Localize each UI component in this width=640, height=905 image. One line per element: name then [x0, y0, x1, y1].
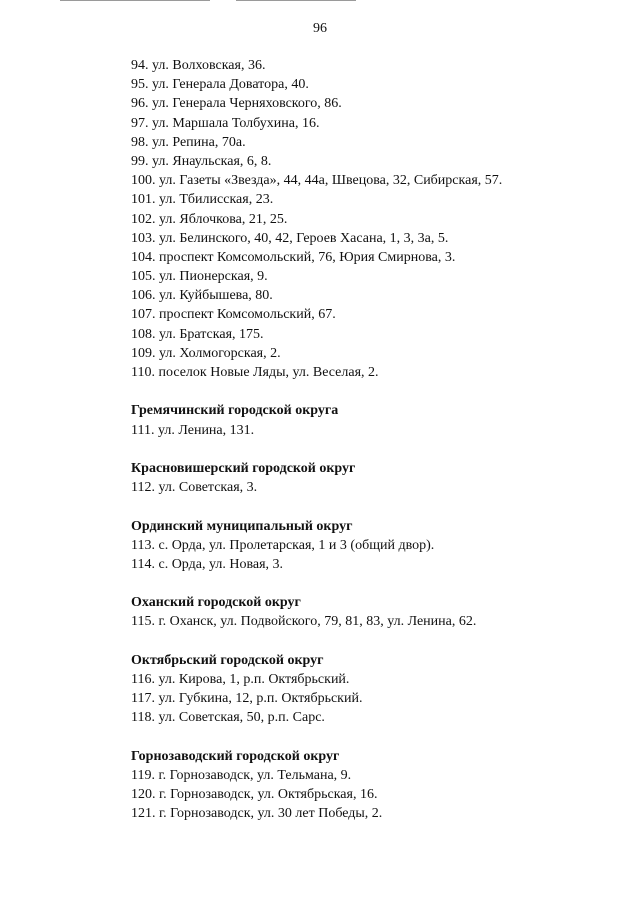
section-heading: Красновишерский городской округ: [131, 460, 356, 476]
list-item: 107. проспект Комсомольский, 67.: [131, 307, 336, 323]
section-heading: Гремячинский городской округа: [131, 403, 339, 419]
list-item: 99. ул. Янаульская, 6, 8.: [131, 153, 272, 169]
list-item: 104. проспект Комсомольский, 76, Юрия Смирнова, 3.: [131, 249, 456, 265]
list-item: 114. с. Орда, ул. Новая, 3.: [131, 556, 284, 572]
list-item: 121. г. Горнозаводск, ул. 30 лет Победы, 2.: [131, 806, 383, 822]
section-spacer: [131, 440, 601, 459]
list-item: 118. ул. Советская, 50, р.п. Сарс.: [131, 710, 325, 726]
section-heading: Оханский городской округ: [131, 595, 301, 611]
list-item: 112. ул. Советская, 3.: [131, 480, 258, 496]
list-item: 106. ул. Куйбышева, 80.: [131, 288, 273, 304]
scan-edge-line: [236, 0, 356, 1]
list-item: 120. г. Горнозаводск, ул. Октябрьская, 16.: [131, 787, 378, 803]
list-item: 110. поселок Новые Ляды, ул. Веселая, 2.: [131, 365, 379, 380]
list-item: 119. г. Горнозаводск, ул. Тельмана, 9.: [131, 767, 352, 783]
list-item: 117. ул. Губкина, 12, р.п. Октябрьский.: [131, 691, 363, 707]
list-item: 116. ул. Кирова, 1, р.п. Октябрьский.: [131, 672, 350, 687]
scan-edge-line: [60, 0, 210, 1]
list-item: 105. ул. Пионерская, 9.: [131, 269, 268, 285]
section-heading: Ординский муниципальный округ: [131, 518, 353, 534]
section-spacer: [131, 728, 601, 747]
list-item: 96. ул. Генерала Черняховского, 86.: [131, 96, 342, 112]
list-item: 113. с. Орда, ул. Пролетарская, 1 и 3 (общий двор).: [131, 537, 435, 553]
list-item: 115. г. Оханск, ул. Подвойского, 79, 81, 83, ул. Ленина, 62.: [131, 614, 477, 630]
list-item: 94. ул. Волховская, 36.: [131, 58, 266, 73]
list-item: 97. ул. Маршала Толбухина, 16.: [131, 115, 320, 131]
list-item: 108. ул. Братская, 175.: [131, 326, 264, 342]
section-heading: Горнозаводский городской округ: [131, 748, 340, 764]
list-item: 102. ул. Яблочкова, 21, 25.: [131, 211, 288, 227]
section-heading: Октябрьский городской округ: [131, 652, 324, 668]
page-number: 96: [313, 21, 327, 36]
list-item: 98. ул. Репина, 70а.: [131, 134, 246, 150]
list-item: 101. ул. Тбилисская, 23.: [131, 192, 274, 208]
list-item: 95. ул. Генерала Доватора, 40.: [131, 77, 309, 93]
section-spacer: [131, 382, 601, 401]
section-spacer: [131, 574, 601, 593]
section-spacer: [131, 497, 601, 516]
list-item: 109. ул. Холмогорская, 2.: [131, 345, 281, 361]
list-item: 100. ул. Газеты «Звезда», 44, 44а, Швецова, 32, Сибирская, 57.: [131, 173, 503, 189]
section-spacer: [131, 632, 601, 651]
list-item: 111. ул. Ленина, 131.: [131, 422, 255, 438]
address-list: [131, 56, 601, 824]
list-item: 103. ул. Белинского, 40, 42, Героев Хасана, 1, 3, 3а, 5.: [131, 230, 449, 246]
